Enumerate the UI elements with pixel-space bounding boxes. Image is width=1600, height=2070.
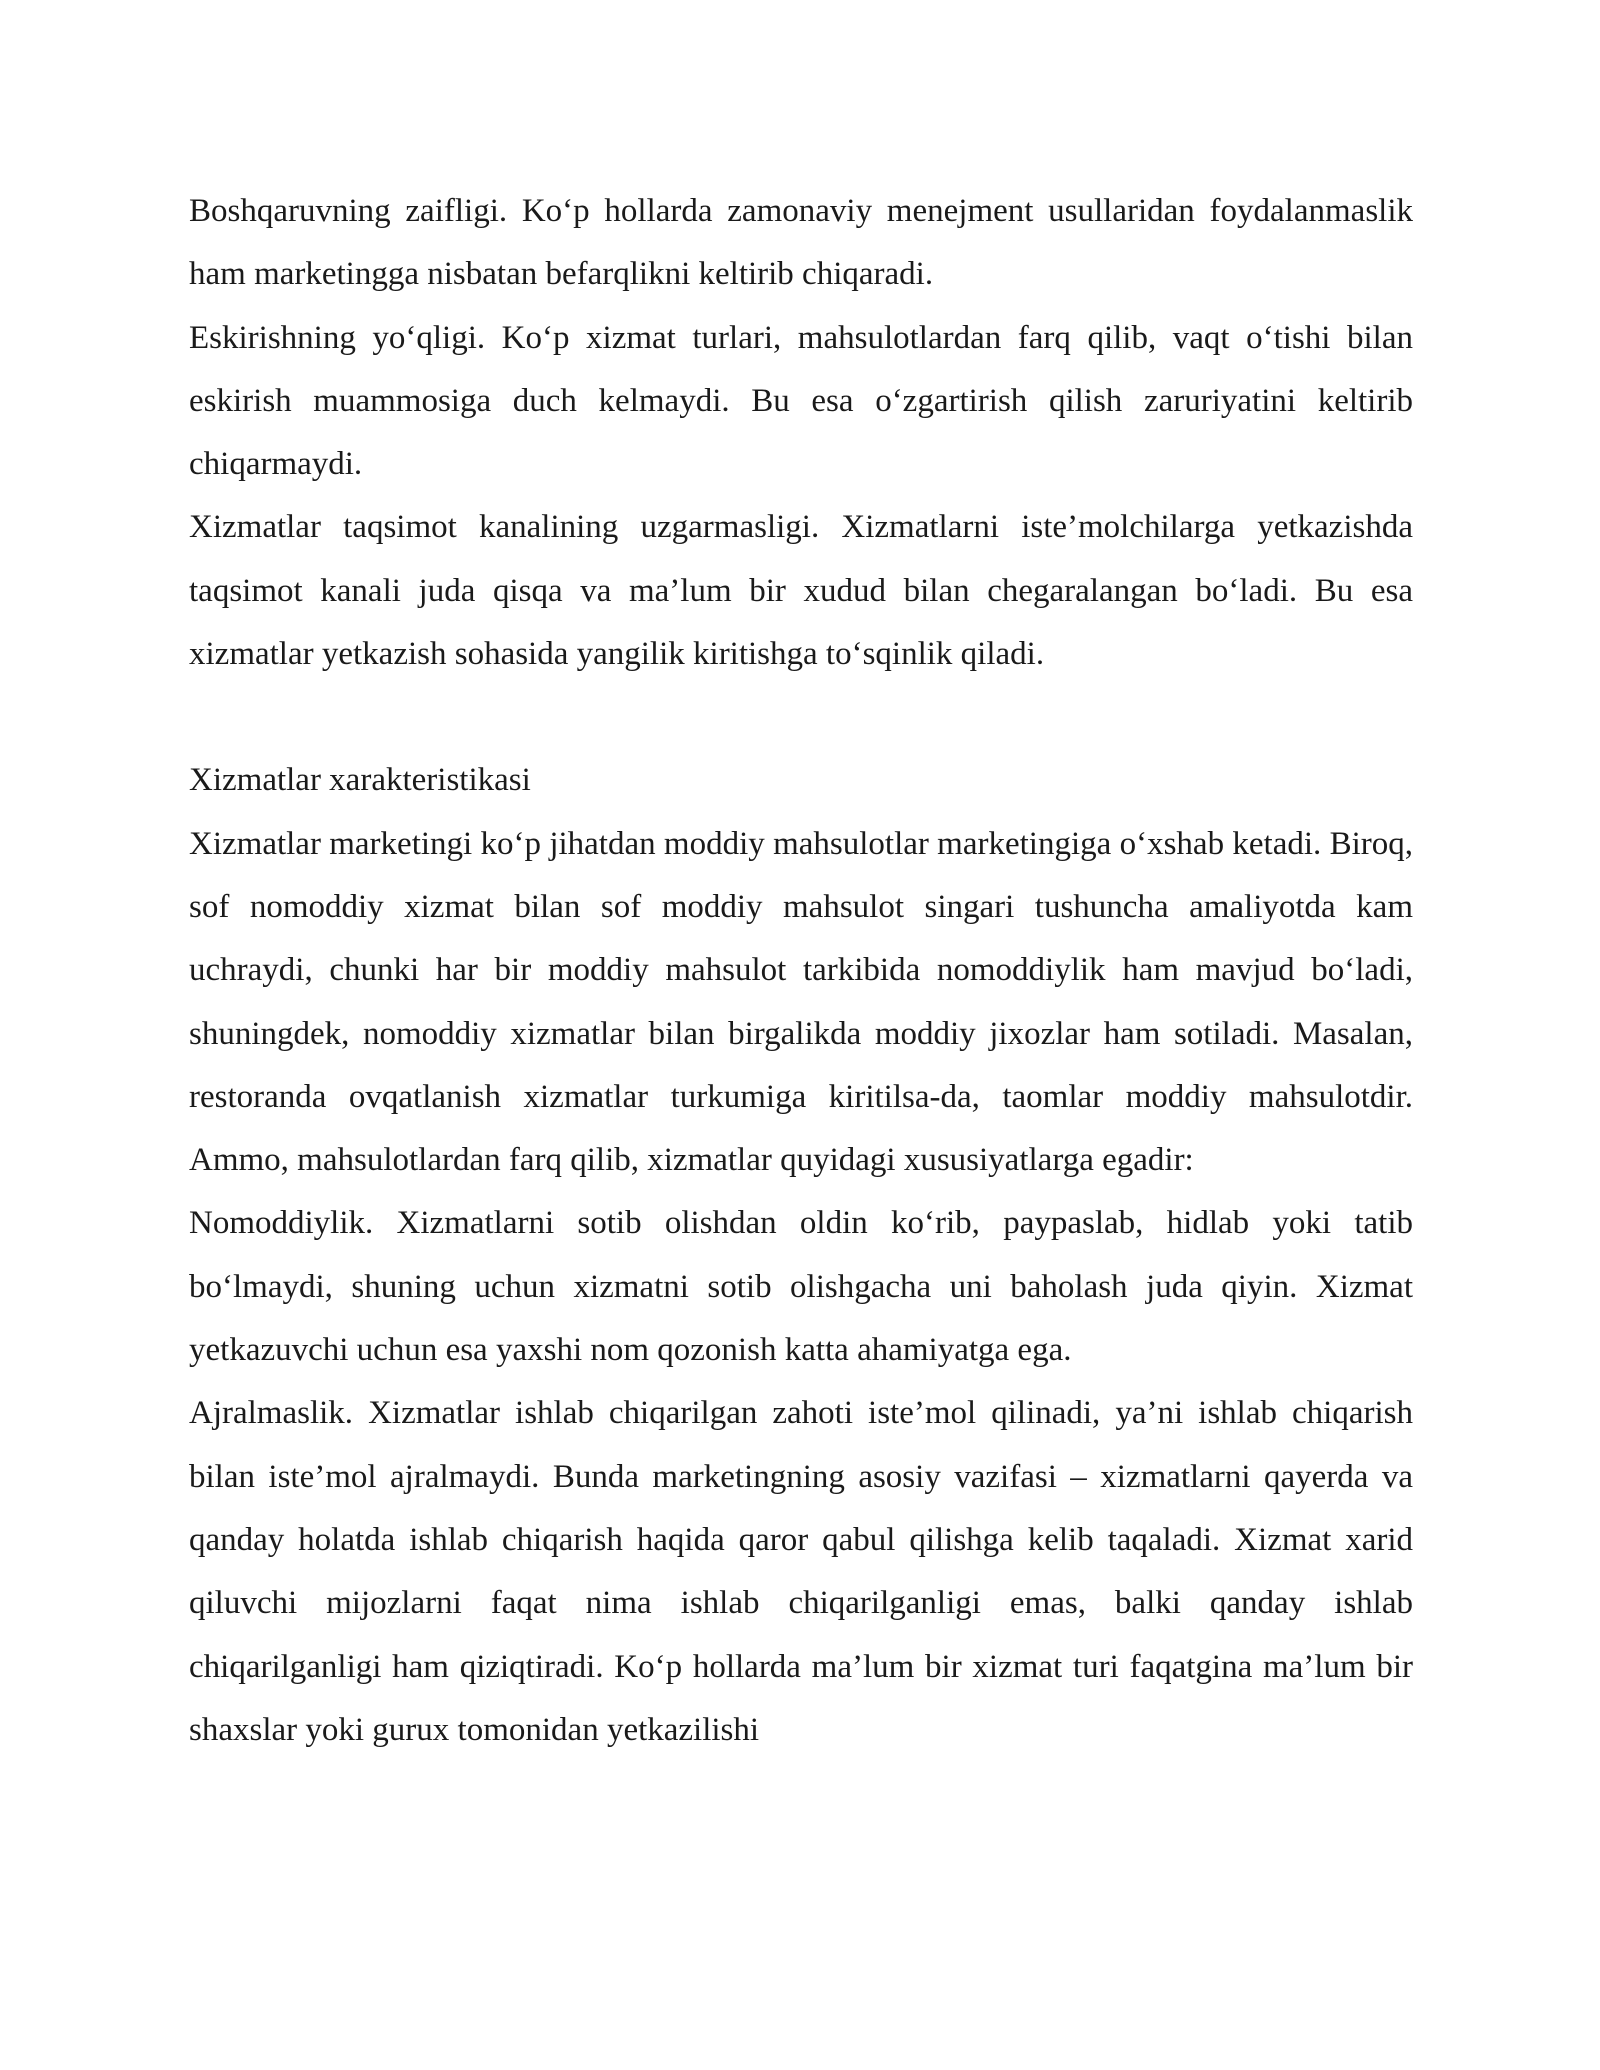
paragraph-services-marketing: Xizmatlar marketingi ko‘p jihatdan moddiy mahsulotlar marketingiga o‘xshab ketadi. Biroq, sof nomoddiy xizmat bilan sof moddiy mahsulot singari tushuncha amaliyotda kam uchraydi, chunki har bir moddiy mahsulot tarkibida nomoddiylik ham mavjud bo‘ladi, shuningdek, nomoddiy xizmatlar bilan birgalikda moddiy jixozlar ham sotiladi. Masalan, restoranda ovqatlanish xizmatlar turkumiga kiritilsa-da, taomlar moddiy mahsulotdir. Ammo, mahsulotlardan farq qilib, xizmatlar quyidagi xususiyatlarga egadir: bbox=[189, 825, 1413, 1179]
section-heading: Xizmatlar xarakteristikasi bbox=[189, 762, 531, 799]
paragraph-inseparability: Ajralmaslik. Xizmatlar ishlab chiqarilgan zahoti iste’mol qilinadi, ya’ni ishlab chiqarish bilan iste’mol ajralmaydi. Bunda marketingning asosiy vazifasi – xizmatlarni qayerda va qanday holatda ishlab chiqarish haqida qaror qabul qilishga kelib taqaladi. Xizmat xarid qiluvchi mijozlarni faqat nima ishlab chiqarilganligi emas, balki qanday ishlab chiqarilganligi ham qiziqtiradi. Ko‘p hollarda ma’lum bir xizmat turi faqatgina ma’lum bir shaxslar yoki gurux tomonidan yetkazilishi bbox=[189, 1395, 1413, 1748]
document-page bbox=[189, 180, 1413, 1762]
paragraph-intangibility: Nomoddiylik. Xizmatlarni sotib olishdan oldin ko‘rib, paypaslab, hidlab yoki tatib bo‘lmaydi, shuning uchun xizmatni sotib olishgacha uni baholash juda qiyin. Xizmat yetkazuvchi uchun esa yaxshi nom qozonish katta ahamiyatga ega. bbox=[189, 1205, 1413, 1369]
paragraph-distribution-channel: Xizmatlar taqsimot kanalining uzgarmasligi. Xizmatlarni iste’molchilarga yetkazishda taqsimot kanali juda qisqa va ma’lum bir xudud bilan chegaralangan bo‘ladi. Bu esa xizmatlar yetkazish sohasida yangilik kiritishga to‘sqinlik qiladi. bbox=[189, 509, 1413, 673]
paragraph-no-obsolescence: Eskirishning yo‘qligi. Ko‘p xizmat turlari, mahsulotlardan farq qilib, vaqt o‘tishi bilan eskirish muammosiga duch kelmaydi. Bu esa o‘zgartirish qilish zaruriyatini keltirib chiqarmaydi. bbox=[189, 319, 1413, 483]
paragraph-management-weakness: Boshqaruvning zaifligi. Ko‘p hollarda zamonaviy menejment usullaridan foydalanmaslik ham marketingga nisbatan befarqlikni keltirib chiqaradi. bbox=[189, 193, 1413, 293]
